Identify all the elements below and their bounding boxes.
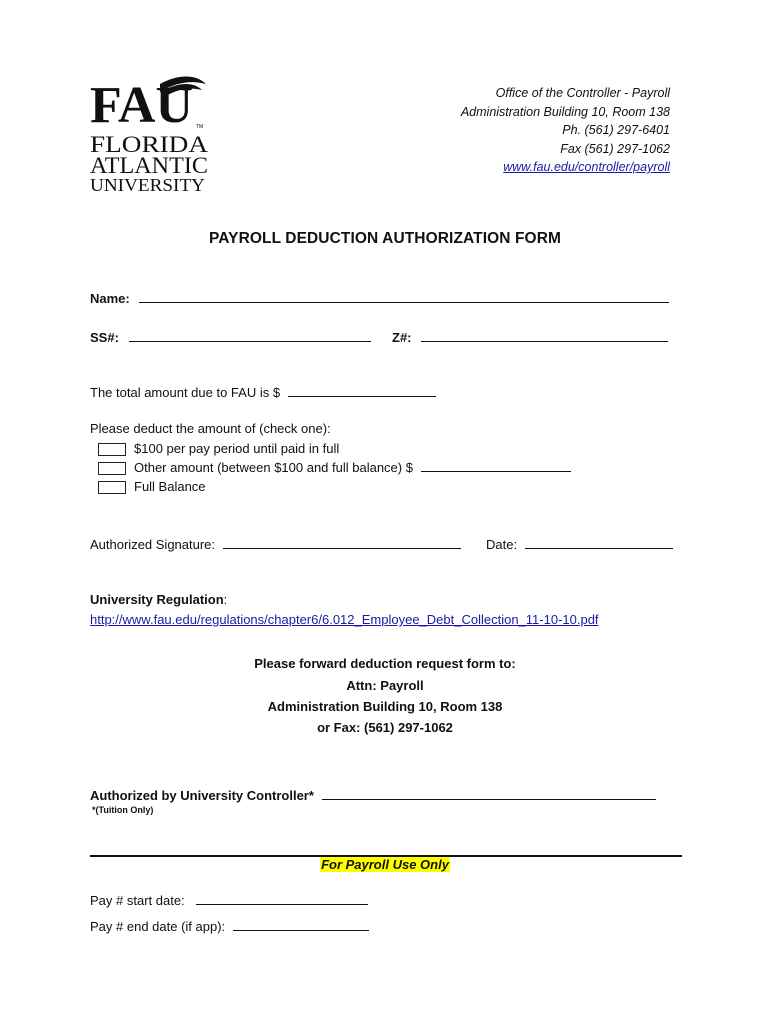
option-other-checkbox[interactable]	[98, 462, 126, 475]
logo-fau-text: FAU	[90, 77, 194, 134]
payroll-use-heading-wrap	[0, 857, 770, 872]
office-phone: Ph. (561) 297-6401	[562, 123, 670, 137]
tuition-note: *(Tuition Only)	[92, 805, 154, 815]
ss-row	[90, 329, 371, 345]
regulation-link[interactable]: http://www.fau.edu/regulations/chapter6/6.012_Employee_Debt_Collection_11-10-10.pdf	[90, 612, 599, 627]
regulation-heading	[90, 592, 227, 607]
logo-florida: FLORIDA	[90, 132, 209, 157]
deduct-label: Please deduct the amount of (check one):	[90, 421, 331, 436]
office-line-1: Office of the Controller - Payroll	[495, 86, 670, 100]
date-row	[486, 536, 673, 552]
office-fax: Fax (561) 297-1062	[560, 141, 670, 156]
name-field[interactable]	[139, 290, 669, 303]
total-field[interactable]	[288, 384, 436, 397]
fau-logo	[88, 70, 218, 195]
ss-label: SS#:	[90, 330, 119, 345]
option-full-label: Full Balance	[134, 479, 206, 494]
regulation-label: University Regulation	[90, 592, 224, 607]
office-line-2: Administration Building 10, Room 138	[460, 104, 670, 119]
option-100-per-period	[98, 439, 339, 458]
payroll-use-heading: For Payroll Use Only	[321, 857, 449, 872]
ss-field[interactable]	[129, 329, 371, 342]
controller-label: Authorized by University Controller*	[90, 788, 314, 803]
controller-row	[90, 787, 656, 803]
z-field[interactable]	[421, 329, 668, 342]
office-info	[461, 84, 670, 177]
end-date-label: Pay # end date (if app):	[90, 919, 226, 934]
regulation-colon: :	[223, 592, 228, 607]
controller-signature-field[interactable]	[322, 787, 656, 800]
date-label: Date:	[486, 537, 518, 552]
option-full-balance	[98, 477, 206, 496]
forward-heading: Please forward deduction request form to:	[254, 656, 516, 671]
fau-logo-mark	[88, 70, 218, 195]
option-100-label: $100 per pay period until paid in full	[134, 441, 340, 456]
form-title: PAYROLL DEDUCTION AUTHORIZATION FORM	[208, 230, 562, 247]
end-date-field[interactable]	[233, 918, 369, 931]
forward-address: Administration Building 10, Room 138	[267, 699, 503, 714]
other-amount-field[interactable]	[421, 459, 571, 472]
z-row	[392, 329, 668, 345]
option-other-label: Other amount (between $100 and full balance) $	[134, 460, 413, 475]
date-field[interactable]	[525, 536, 673, 549]
total-row	[90, 384, 436, 400]
signature-row	[90, 536, 461, 552]
option-other-amount	[98, 458, 571, 477]
total-label: The total amount due to FAU is $	[90, 385, 281, 400]
office-website-link[interactable]: www.fau.edu/controller/payroll	[503, 160, 670, 174]
logo-university: UNIVERSITY	[90, 175, 205, 195]
forward-attn: Attn: Payroll	[346, 678, 424, 693]
option-full-checkbox[interactable]	[98, 481, 126, 494]
start-date-label: Pay # start date:	[90, 893, 185, 908]
name-row	[90, 290, 669, 306]
logo-tm: TM	[196, 124, 204, 130]
signature-label: Authorized Signature:	[90, 537, 216, 552]
z-label: Z#:	[392, 330, 412, 345]
start-date-field[interactable]	[196, 892, 368, 905]
start-date-row	[90, 892, 368, 908]
end-date-row	[90, 918, 369, 934]
logo-atlantic: ATLANTIC	[90, 153, 208, 178]
signature-field[interactable]	[223, 536, 461, 549]
option-100-checkbox[interactable]	[98, 443, 126, 456]
name-label: Name:	[90, 291, 130, 306]
forward-fax: or Fax: (561) 297-1062	[317, 720, 453, 735]
